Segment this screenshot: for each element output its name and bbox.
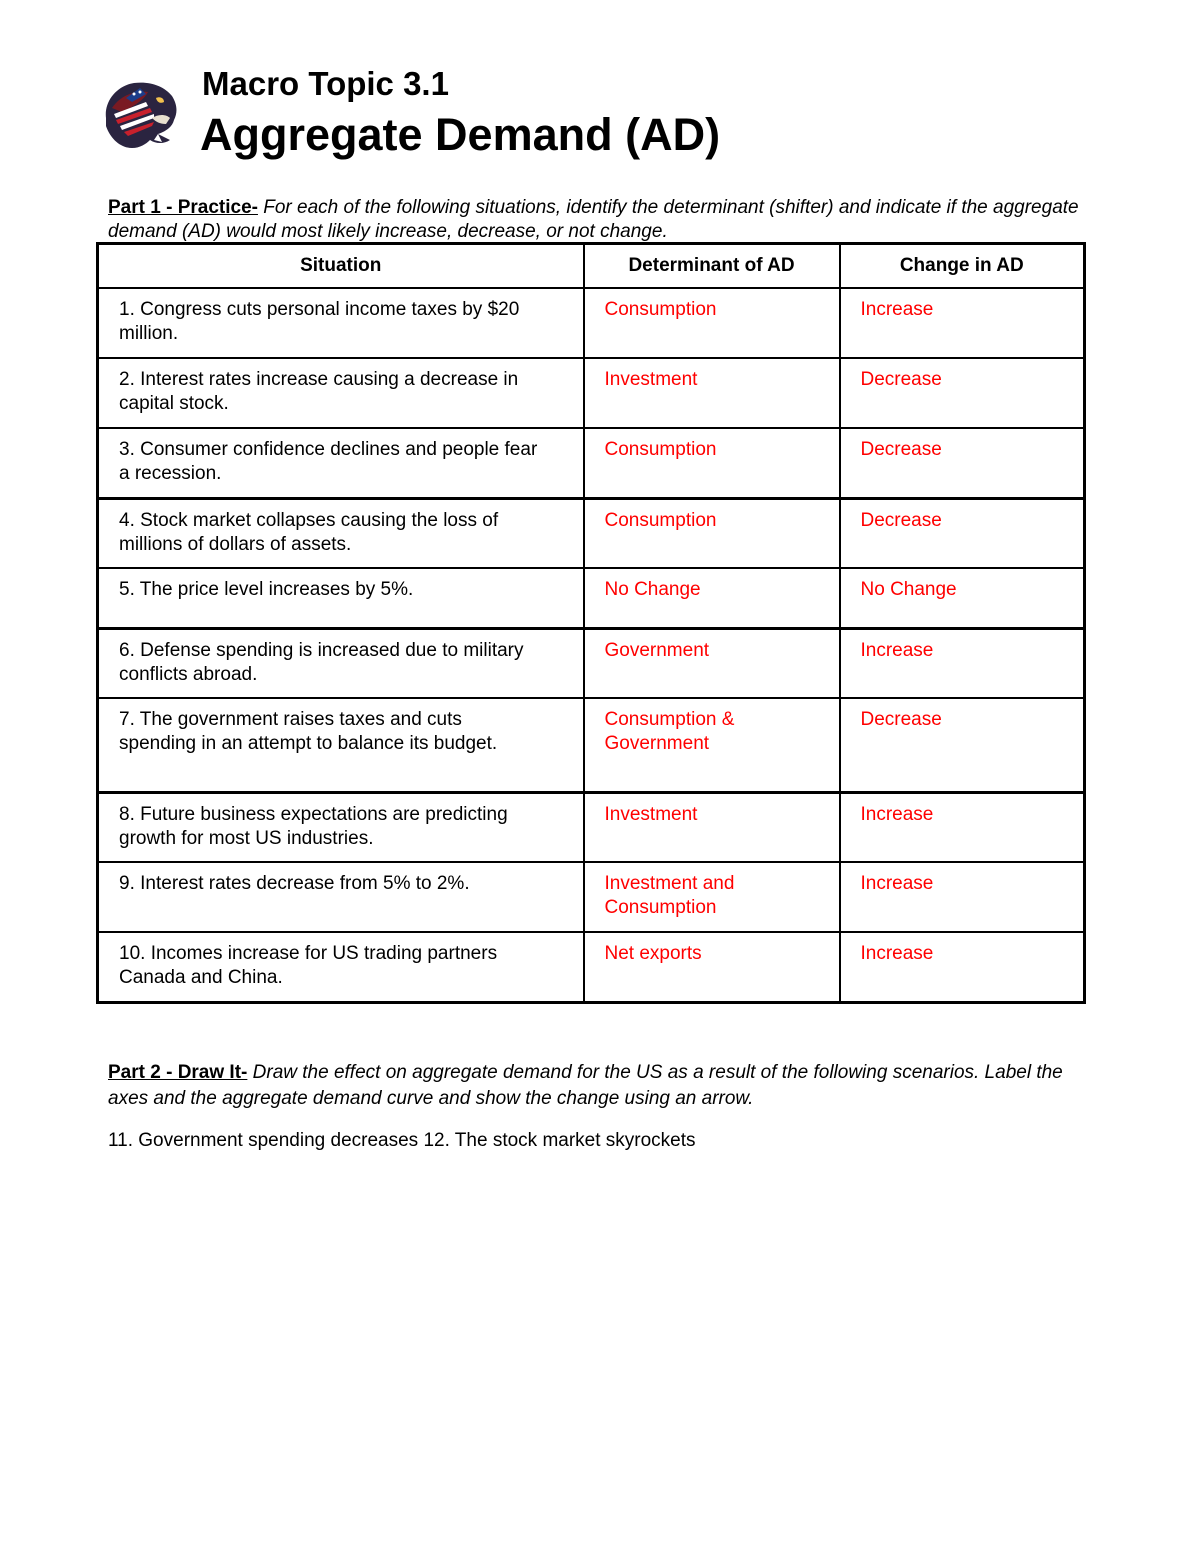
situation-cell: 5. The price level increases by 5%. [98, 568, 584, 628]
part2-description: Draw the effect on aggregate demand for the US as a result of the following scenarios. Label the axes and the aggregate demand curve and show the change using an arrow. [108, 1062, 1063, 1109]
part2-instructions [108, 1060, 1088, 1112]
table-row [98, 428, 1085, 498]
change-cell: Decrease [840, 358, 1085, 428]
table-row [98, 932, 1085, 1002]
situation-cell: 9. Interest rates decrease from 5% to 2%. [98, 862, 584, 932]
part1-label: Part 1 - Practice- [108, 197, 258, 218]
determinant-cell: Investment [584, 358, 840, 428]
change-cell: Decrease [840, 498, 1085, 568]
change-cell: Increase [840, 862, 1085, 932]
table-row [98, 358, 1085, 428]
part1-description: For each of the following situations, identify the determinant (shifter) and indicate if the aggregate demand (AD) would most likely increase, decrease, or not change. [108, 197, 1079, 242]
table-row [98, 288, 1085, 358]
table-row [98, 698, 1085, 792]
situation-cell: 1. Congress cuts personal income taxes by $20 million. [98, 288, 584, 358]
change-cell: Increase [840, 792, 1085, 862]
change-cell: Increase [840, 628, 1085, 698]
determinant-cell: Investment [584, 792, 840, 862]
situation-cell: 10. Incomes increase for US trading partners Canada and China. [98, 932, 584, 1002]
table-row [98, 862, 1085, 932]
situation-cell: 8. Future business expectations are predicting growth for most US industries. [98, 792, 584, 862]
determinant-cell: Government [584, 628, 840, 698]
determinant-cell: Consumption & Government [584, 698, 840, 792]
change-cell: Decrease [840, 428, 1085, 498]
mascot-logo-icon [100, 78, 180, 154]
determinant-cell: Consumption [584, 288, 840, 358]
situation-cell: 4. Stock market collapses causing the loss of millions of dollars of assets. [98, 498, 584, 568]
topic-subtitle: Macro Topic 3.1 [202, 65, 449, 102]
column-header-change: Change in AD [840, 244, 1085, 289]
column-header-determinant: Determinant of AD [584, 244, 840, 289]
table-header-row [98, 244, 1085, 289]
change-cell: No Change [840, 568, 1085, 628]
table-row [98, 568, 1085, 628]
draw-questions: 11. Government spending decreases 12. The stock market skyrockets [108, 1130, 696, 1151]
determinant-cell: Investment and Consumption [584, 862, 840, 932]
situation-cell: 7. The government raises taxes and cuts spending in an attempt to balance its budget. [98, 698, 584, 792]
part1-instructions [108, 196, 1088, 244]
table-row [98, 628, 1085, 698]
column-header-situation: Situation [98, 244, 584, 289]
part2-label: Part 2 - Draw It- [108, 1062, 248, 1083]
change-cell: Increase [840, 288, 1085, 358]
change-cell: Increase [840, 932, 1085, 1002]
situation-cell: 3. Consumer confidence declines and people fear a recession. [98, 428, 584, 498]
determinant-cell: Net exports [584, 932, 840, 1002]
situation-cell: 6. Defense spending is increased due to military conflicts abroad. [98, 628, 584, 698]
determinant-cell: No Change [584, 568, 840, 628]
determinant-cell: Consumption [584, 428, 840, 498]
table-row [98, 498, 1085, 568]
determinant-cell: Consumption [584, 498, 840, 568]
page-title: Aggregate Demand (AD) [200, 109, 721, 160]
change-cell: Decrease [840, 698, 1085, 792]
situation-cell: 2. Interest rates increase causing a decrease in capital stock. [98, 358, 584, 428]
table-row [98, 792, 1085, 862]
determinants-table [96, 242, 1086, 1004]
